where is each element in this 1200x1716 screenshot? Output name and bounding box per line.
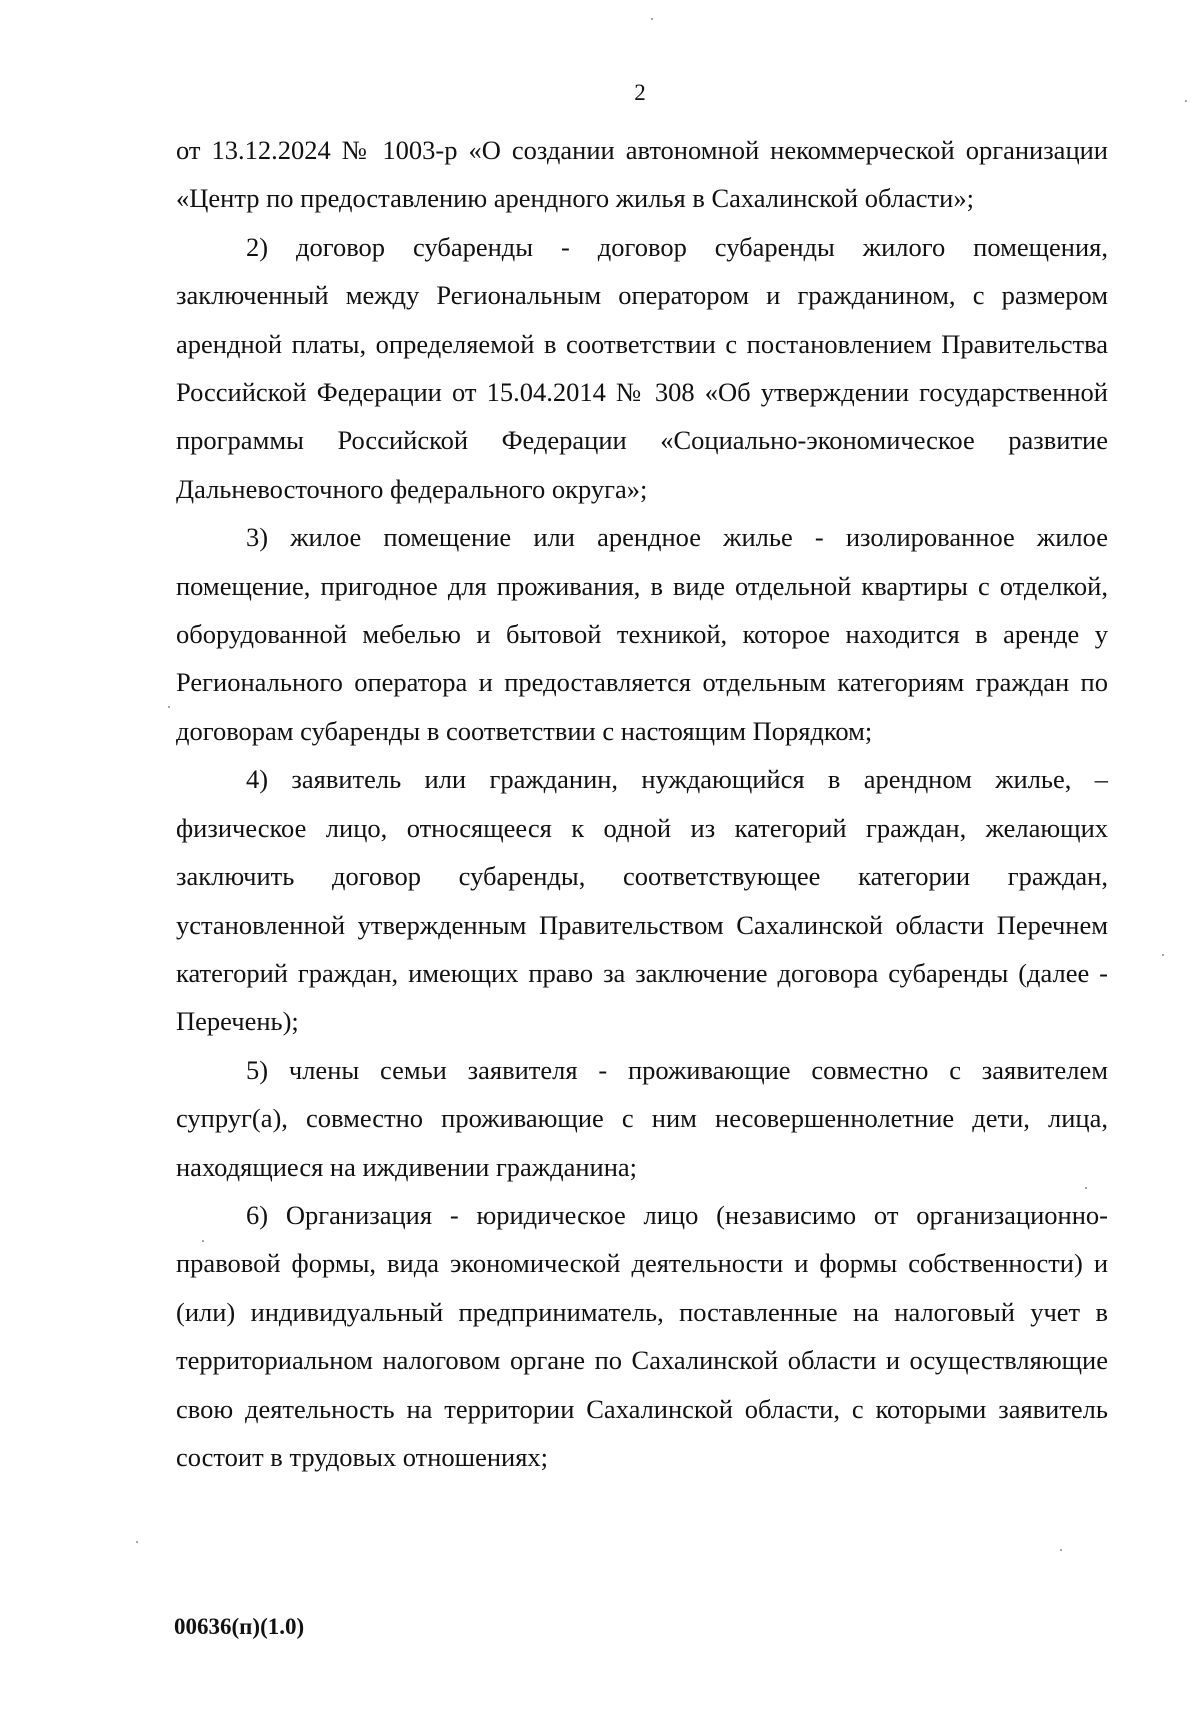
document-body xyxy=(176,126,1108,1481)
document-code: 00636(п)(1.0) xyxy=(174,1614,305,1639)
paragraph-continuation: от 13.12.2024 № 1003-р «О создании автономной некоммерческой организации «Центр по предоставлению арендного жилья в Сахалинской области»; xyxy=(176,135,1108,214)
scan-speck xyxy=(1060,1549,1062,1551)
scan-speck xyxy=(1185,100,1187,102)
paragraph-item-2: 2) договор субаренды - договор субаренды жилого помещения, заключенный между Региональным оператором и гражданином, с размером арендной платы, определяемой в соответствии с постановлением Правительства Российской Федерации от 15.04.2014 № 308 «Об утверждении государственной программы Российской Федерации «Социально-экономическое развитие Дальневосточного федерального округа»; xyxy=(176,231,1108,504)
paragraph-item-6: 6) Организация - юридическое лицо (независимо от организационно-правовой формы, вида экономической деятельности и формы собственности) и (или) индивидуальный предприниматель, поставленные на налоговый учет в территориальном налоговом органе по Сахалинской области и осуществляющие свою деятельность на территории Сахалинской области, с которыми заявитель состоит в трудовых отношениях; xyxy=(176,1199,1108,1472)
paragraph-item-5: 5) члены семьи заявителя - проживающие совместно с заявителем супруг(а), совместно проживающие с ним несовершеннолетние дети, лица, находящиеся на иждивении гражданина; xyxy=(176,1054,1108,1182)
scan-speck xyxy=(202,1240,204,1242)
scan-speck xyxy=(651,18,653,20)
paragraph-item-3: 3) жилое помещение или арендное жилье - изолированное жилое помещение, пригодное для проживания, в виде отдельной квартиры с отделкой, оборудованной мебелью и бытовой техникой, которое находится в аренде у Регионального оператора и предоставляется отдельным категориям граждан по договорам субаренды в соответствии с настоящим Порядком; xyxy=(176,522,1108,746)
page-number: 2 xyxy=(634,80,646,105)
scan-speck xyxy=(168,706,170,708)
scan-speck xyxy=(136,1541,138,1543)
paragraph-item-4: 4) заявитель или гражданин, нуждающийся в арендном жилье, – физическое лицо, относящееся к одной из категорий граждан, желающих заключить договор субаренды, соответствующее категории граждан, установленной утвержденным Правительством Сахалинской области Перечнем категорий граждан, имеющих право за заключение договора субаренды (далее - Перечень); xyxy=(176,764,1108,1037)
scan-speck xyxy=(1162,954,1164,956)
scan-speck xyxy=(1085,1187,1087,1189)
